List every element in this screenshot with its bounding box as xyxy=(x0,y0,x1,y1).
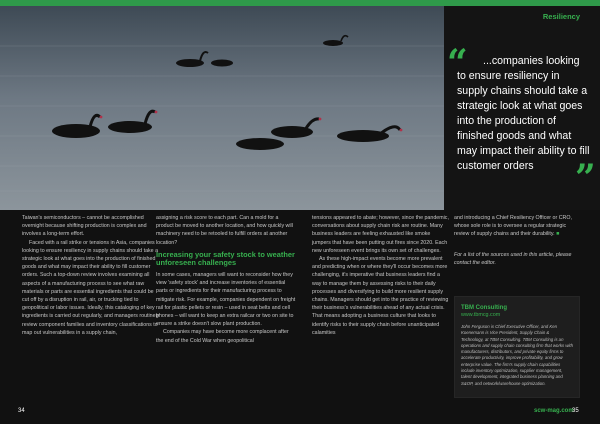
open-quote-icon: “ xyxy=(447,42,468,84)
sources-note: For a list of the sources used in this article, please contact the editor. xyxy=(454,251,572,266)
swans-illustration xyxy=(0,6,444,210)
body-column-3 xyxy=(312,214,450,337)
paragraph: Companies may have become more complacent after the end of the Cold War when geopolitical xyxy=(156,329,289,344)
paragraph: Faced with a rail strike or tensions in Asia, companies looking to ensure resiliency in supply chains should take a strategic look at what goes into the production of finished goods and what may impact their ability to fill customer orders. Such a top-down review involves examining all aspects of a manufacturing process to see what raw materials or parts are essential ingredients that could be cut off by a disruption in rail, air, or trucking tied to geopolitical or labor issues. Ideally, this cataloging of key ingredients is carried out regularly, and managers routinely review component families and inventory classifications to map out vulnerabilities in a supply chain, xyxy=(22,239,160,336)
closing-paragraph: and introducing a Chief Resiliency Officer or CRO, whose sole role is to oversee a regular strategic review of supply chains and their durability. xyxy=(454,215,572,238)
paragraph: Taiwan's semiconductors – cannot be accomplished overnight because shifting production is complex and involves a long-term effort. xyxy=(22,215,147,238)
paragraph: tensions appeared to abate; however, since the pandemic, conversations about supply chain risk are routine. Many business leaders are feeling exhausted like smoke jumpers that have been putting out fires since 2020. Each new unforeseen event brings its own set of challenges. xyxy=(312,215,449,254)
author-bio: John Ferguson is Chief Executive Officer, and Ken Koenemann is Vice President, Supply Chain & Technology, at TBM Consulting. TBM Consulting is an operations and supply chain consulting firm that works with manufacturers, distributors, and private equity firms to accelerate productivity, improve profitability, and grow enterprise value. The firm's supply chain capabilities include inventory optimization, supplier management, talent development, integrated business planning and S&OP, and network/warehouse optimization. xyxy=(461,324,574,386)
paragraph: As these high-impact events become more prevalent and predicting when or where they'll occur becomes more challenging, it's imperative that business leaders find a way to manage them by assessing risks to their daily processes and diversifying to build more resilient supply chains. Managers should get into the practice of reviewing their business's vulnerabilities ahead of any actual crisis. That means adopting a business culture that looks to identify risks to their supply chain before unanticipated calamities xyxy=(312,256,449,336)
close-quote-icon: ” xyxy=(575,157,596,199)
page-number-left: 34 xyxy=(18,408,25,414)
paragraph: In some cases, managers will want to reconsider how they view 'safety stock' and increase inventories of essential parts or ingredients for their manufacturing process to mitigate risk. For example, companies dependent on freight rail for plastic pellets or resin – used in seat belts and cell phones – will want to keep an extra railcar or two on site to ensure a strike doesn't slow plant production. xyxy=(156,272,296,328)
body-column-1 xyxy=(22,214,160,337)
company-name: TBM Consulting xyxy=(461,305,507,311)
swans-photo xyxy=(0,6,444,210)
paragraph xyxy=(454,214,580,239)
pull-quote xyxy=(457,54,592,174)
section-tag: Resiliency xyxy=(542,12,580,21)
author-info-box xyxy=(454,296,580,398)
pull-quote-line1: ...companies looking xyxy=(483,55,580,67)
body-column-4 xyxy=(454,214,580,267)
paragraph: assigning a risk score to each part. Can a mold for a product be moved to another location, and how quickly will machinery need to be retooled to fulfill orders at another location? xyxy=(156,215,293,246)
site-url: scw-mag.com xyxy=(534,408,574,414)
body-column-2 xyxy=(156,214,296,345)
subheading: Increasing your safety stock to weather unforeseen challenges xyxy=(156,249,295,268)
end-mark-icon: ■ xyxy=(556,231,560,238)
company-url[interactable]: www.tbmcg.com xyxy=(461,312,501,318)
page-number-right: 35 xyxy=(572,408,579,414)
pull-quote-rest: to ensure resiliency in supply chains should take a strategic look at what goes into the production of finished goods and what may impact their ability to fill customer orders xyxy=(457,70,590,173)
